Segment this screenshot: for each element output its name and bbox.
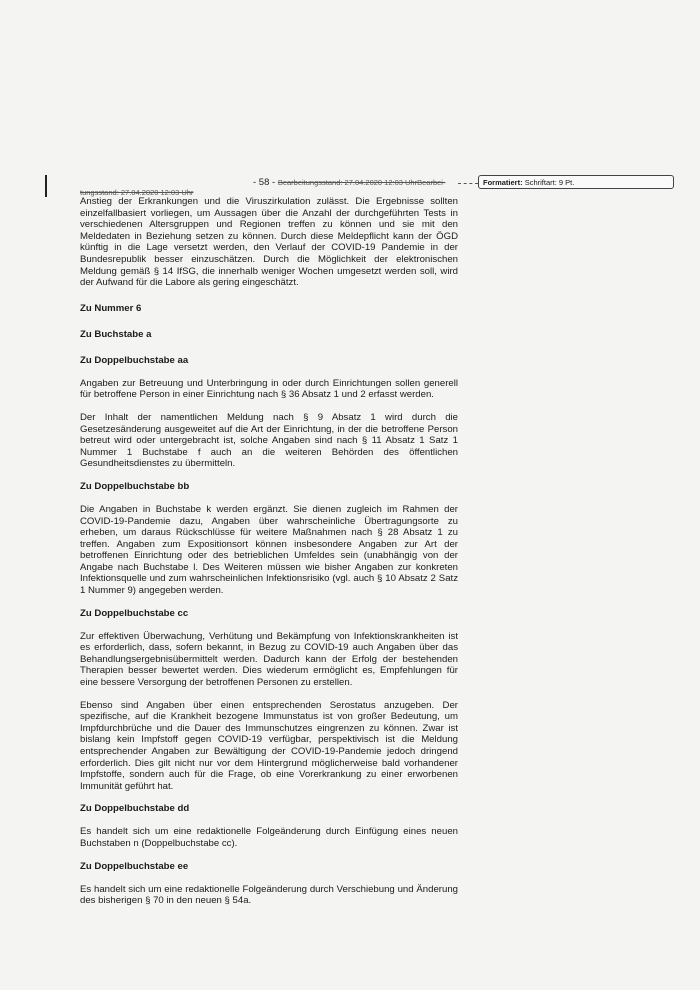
page-header — [253, 177, 445, 188]
page-number: - 58 - — [253, 177, 276, 188]
heading-buchstabe-a: Zu Buchstabe a — [80, 328, 152, 340]
heading-doppelbuchstabe-bb: Zu Doppelbuchstabe bb — [80, 480, 190, 492]
heading-doppelbuchstabe-cc: Zu Doppelbuchstabe cc — [80, 607, 189, 619]
heading-doppelbuchstabe-dd: Zu Doppelbuchstabe dd — [80, 803, 190, 815]
format-comment-balloon[interactable] — [478, 175, 674, 189]
intro-paragraph: Anstieg der Erkrankungen und die Viruszirkulation zulässt. Die Ergebnisse sollten einzelfallbasiert vorliegen, um Aussagen über die Anzahl der durchgeführten Tests in verschiedenen Altersgruppen und Regionen treffen zu können und sie mit den Meldedaten in Beziehung setzen zu können. Durch diese Meldepflicht kann der ÖGD künftig in die Lage versetzt werden, den Verlauf der COVID-19 Pandemie in der Bundesrepublik besser einzuschätzen. Durch die Möglichkeit der elektronischen Meldung gemäß § 14 IfSG, die innerhalb weniger Wochen umgesetzt werden soll, wird der Aufwand für die Labore als gering eingeschätzt. — [80, 196, 458, 289]
aa-paragraph-1: Angaben zur Betreuung und Unterbringung in oder durch Einrichtungen sollen generell für betroffene Person in einer Einrichtung nach § 36 Absatz 1 und 2 erfasst werden. — [80, 377, 458, 401]
cc-paragraph-2: Ebenso sind Angaben über einen entsprechenden Serostatus anzugeben. Der spezifische, auf die Krankheit bezogene Immunstatus ist von großer Bedeutung, um Impfdurchbrüche und die Dauer des Immunschutzes eingrenzen zu können. Zwar ist bislang kein Impfstoff gegen COVID-19 verfügbar, perspektivisch ist die Meldung entsprechender Angaben zur Bewältigung der COVID-19-Pandemie jedoch dringend erforderlich. Dies gilt nicht nur vor dem Hintergrund möglicherweise bald vorhandener Impfstoffe, sondern auch für die Frage, ob eine Vorerkrankung zu einer erworbenen Immunität geführt hat. — [80, 699, 458, 792]
bb-paragraph-1: Die Angaben in Buchstabe k werden ergänzt. Sie dienen zugleich im Rahmen der COVID-19-Pandemie dazu, Angaben über wahrscheinliche Übertragungsorte zu erheben, um daraus Rückschlüsse für weitere Maßnahmen nach § 28 Absatz 1 zu treffen. Angaben zum Expositionsort können insbesondere Angaben zur Art der betroffenen Einrichtung oder des betrieblichen Umfeldes sein (unabhängig von der Angabe nach Buchstabe l. Des Weiteren müssen wie bisher Angaben zur konkreten Infektionsquelle und zum wahrscheinlichen Infektionsrisiko (vgl. auch § 10 Absatz 2 Satz 1 Nummer 9) angegeben werden. — [80, 503, 458, 597]
deleted-revision-stamp-continuation: tungsstand: 27.04.2020 12:03 Uhr — [80, 188, 194, 197]
format-comment-value: Schriftart: 9 Pt. — [524, 178, 575, 187]
heading-nummer-6: Zu Nummer 6 — [80, 302, 142, 314]
document-body — [80, 196, 458, 907]
format-comment-label: Formatiert: — [483, 178, 523, 187]
aa-paragraph-2: Der Inhalt der namentlichen Meldung nach § 9 Absatz 1 wird durch die Gesetzesänderung ausgeweitet auf die Art der Einrichtung, in der die betroffene Person betreut wird oder untergebracht ist, solche Angaben sind nach § 11 Absatz 1 Satz 1 Nummer 1 Buchstabe f auch an die weiteren Behörden des öffentlichen Gesundheitsdienstes zu übermitteln. — [80, 411, 458, 470]
cc-paragraph-1: Zur effektiven Überwachung, Verhütung und Bekämpfung von Infektionskrankheiten ist es erforderlich, dass, sofern bekannt, in Bezug zu COVID-19 auch Angaben über das Behandlungsergebnisübermittelt werden. Dadurch kann der Erfolg der bestehenden Therapien besser bewertet werden. Dies wiederum ermöglicht es, Empfehlungen für eine bessere Versorgung der betroffenen Personen zu erstellen. — [80, 630, 458, 689]
heading-doppelbuchstabe-ee: Zu Doppelbuchstabe ee — [80, 860, 189, 872]
dd-paragraph-1: Es handelt sich um eine redaktionelle Folgeänderung durch Einfügung eines neuen Buchstaben n (Doppelbuchstabe cc). — [80, 826, 458, 849]
comment-connector — [458, 183, 478, 184]
ee-paragraph-1: Es handelt sich um eine redaktionelle Folgeänderung durch Verschiebung und Änderung des bisherigen § 70 in den neuen § 54a. — [80, 883, 458, 907]
deleted-revision-stamp: Bearbeitungsstand: 27.04.2020 12:03 UhrBearbei- — [277, 178, 446, 187]
heading-doppelbuchstabe-aa: Zu Doppelbuchstabe aa — [80, 354, 189, 366]
change-bar — [45, 175, 47, 197]
